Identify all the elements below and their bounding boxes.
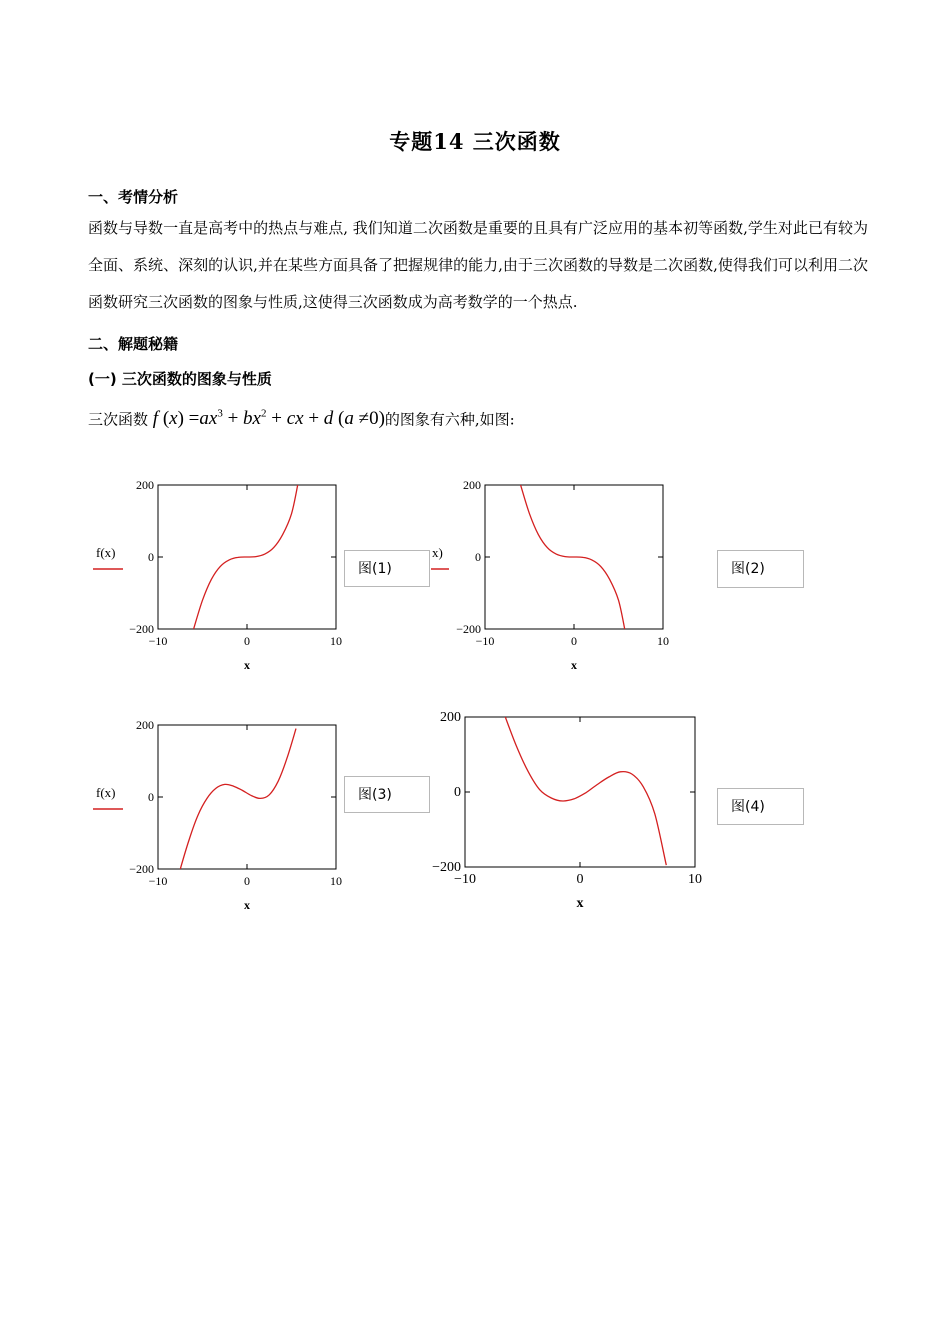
legend-label: f(x) bbox=[96, 545, 116, 560]
figure-label-2: 图(2) bbox=[717, 550, 804, 588]
x-axis-label: x bbox=[571, 658, 577, 672]
plot-frame bbox=[465, 717, 695, 867]
y-tick-label: 200 bbox=[440, 710, 461, 725]
x-tick-label: 10 bbox=[688, 872, 702, 887]
y-tick-label: −200 bbox=[456, 622, 481, 636]
legend-label: f(x) bbox=[96, 785, 116, 800]
x-tick-label: −10 bbox=[148, 874, 168, 888]
x-tick-label: 0 bbox=[244, 874, 250, 888]
intro-paragraph: 函数与导数一直是高考中的热点与难点, 我们知道二次函数是重要的且具有广泛应用的基本初等函数,学生对此已有较为全面、系统、深刻的认识,并在某些方面具备了把握规律的能力,由于三次函数的导数是二次函数,使得我们可以利用二次函数研究三次函数的图象与性质,这使得三次函数成为高考数学的一个热点. bbox=[88, 219, 868, 311]
x-tick-label: −10 bbox=[148, 634, 168, 648]
x-tick-label: 10 bbox=[657, 634, 669, 648]
cubic-plot-2 bbox=[425, 475, 690, 675]
figure-label-3: 图(3) bbox=[344, 776, 430, 813]
formula-prefix: 三次函数 bbox=[88, 410, 149, 429]
series-line bbox=[505, 717, 666, 865]
cubic-formula: f $(x) =ax^3 + bx^2$ + cx + d (a ≠0) bbox=[152, 408, 385, 430]
subsection-heading-graphs: (一) 三次函数的图象与性质 bbox=[88, 370, 272, 388]
cubic-plot-1 bbox=[80, 475, 360, 675]
y-tick-label: −200 bbox=[129, 622, 154, 636]
cubic-plot-4 bbox=[410, 705, 720, 920]
y-tick-label: −200 bbox=[432, 860, 461, 875]
x-tick-label: 10 bbox=[330, 874, 342, 888]
x-axis-label: x bbox=[576, 896, 584, 911]
x-axis-label: x bbox=[244, 898, 250, 912]
x-tick-label: 0 bbox=[571, 634, 577, 648]
plot-frame bbox=[158, 725, 336, 869]
section-heading-secrets: 二、解题秘籍 bbox=[88, 335, 179, 353]
x-tick-label: 10 bbox=[330, 634, 342, 648]
x-tick-label: −10 bbox=[475, 634, 495, 648]
x-tick-label: 0 bbox=[244, 634, 250, 648]
y-tick-label: 0 bbox=[454, 785, 461, 800]
y-tick-label: 0 bbox=[148, 790, 154, 804]
figure-label-4: 图(4) bbox=[717, 788, 804, 825]
section-heading-analysis: 一、考情分析 bbox=[88, 188, 179, 206]
formula-suffix: 的图象有六种,如图: bbox=[384, 410, 515, 429]
x-tick-label: −10 bbox=[454, 872, 476, 887]
y-tick-label: 200 bbox=[136, 718, 154, 732]
cubic-plot-3 bbox=[80, 715, 360, 915]
series-line bbox=[194, 485, 298, 629]
series-line bbox=[521, 485, 625, 629]
legend-label: x) bbox=[432, 545, 443, 560]
y-tick-label: 200 bbox=[463, 478, 481, 492]
y-tick-label: 0 bbox=[475, 550, 481, 564]
series-line bbox=[180, 729, 296, 869]
formula-line bbox=[88, 408, 515, 430]
figure-label-1: 图(1) bbox=[344, 550, 430, 587]
y-tick-label: 200 bbox=[136, 478, 154, 492]
x-tick-label: 0 bbox=[576, 872, 584, 887]
x-axis-label: x bbox=[244, 658, 250, 672]
y-tick-label: −200 bbox=[129, 862, 154, 876]
y-tick-label: 0 bbox=[148, 550, 154, 564]
page-title: 专题14 三次函数 bbox=[389, 129, 561, 154]
